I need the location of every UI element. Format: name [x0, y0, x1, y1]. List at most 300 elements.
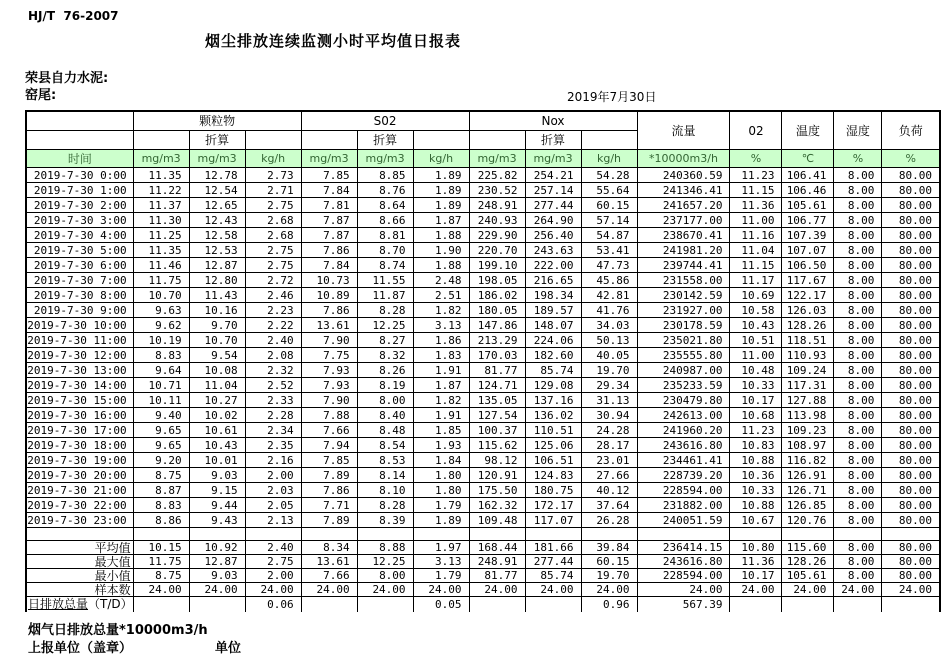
cell-value: 8.00: [834, 363, 882, 378]
cell-summary-value: 248.91: [469, 555, 525, 569]
header-o2: 02: [730, 111, 782, 150]
cell-daily-total-value: [834, 597, 882, 612]
cell-value: 8.83: [133, 348, 189, 363]
cell-value: 8.00: [834, 318, 882, 333]
table-row: [26, 408, 940, 423]
cell-value: 10.02: [189, 408, 245, 423]
summary-row: [26, 555, 940, 569]
table-row: [26, 498, 940, 513]
cell-value: 7.66: [301, 423, 357, 438]
cell-value: 1.84: [413, 453, 469, 468]
cell-value: 1.80: [413, 483, 469, 498]
unit-cell: ℃: [782, 150, 834, 168]
cell-value: 235555.80: [637, 348, 730, 363]
cell-value: 180.75: [525, 483, 581, 498]
cell-value: 11.43: [189, 288, 245, 303]
header-converted-nox: 折算: [525, 131, 581, 150]
cell-value: 8.00: [834, 198, 882, 213]
cell-empty: [26, 528, 133, 541]
cell-empty: [301, 528, 357, 541]
cell-value: 129.08: [525, 378, 581, 393]
cell-summary-value: 12.25: [357, 555, 413, 569]
unit-cell: %: [834, 150, 882, 168]
cell-value: 7.86: [301, 483, 357, 498]
cell-summary-value: 81.77: [469, 569, 525, 583]
cell-daily-total-value: 0.96: [581, 597, 637, 612]
cell-value: 235021.80: [637, 333, 730, 348]
cell-value: 7.88: [301, 408, 357, 423]
header-empty-cell: [26, 131, 133, 150]
cell-time: 2019-7-30 6:00: [26, 258, 133, 273]
cell-value: 8.00: [834, 483, 882, 498]
cell-value: 8.00: [834, 378, 882, 393]
cell-value: 10.19: [133, 333, 189, 348]
cell-value: 248.91: [469, 198, 525, 213]
cell-summary-value: 24.00: [189, 583, 245, 597]
cell-value: 2.00: [245, 468, 301, 483]
cell-value: 11.00: [730, 348, 782, 363]
unit-cell: %: [882, 150, 940, 168]
table-row: [26, 483, 940, 498]
table-row: [26, 468, 940, 483]
cell-value: 11.35: [133, 168, 189, 183]
header-group-row: [26, 111, 940, 131]
unit-cell: mg/m3: [133, 150, 189, 168]
cell-summary-value: 60.15: [581, 555, 637, 569]
cell-value: 147.86: [469, 318, 525, 333]
cell-value: 10.68: [730, 408, 782, 423]
unit-cell: mg/m3: [189, 150, 245, 168]
cell-value: 108.97: [782, 438, 834, 453]
cell-value: 7.75: [301, 348, 357, 363]
cell-time: 2019-7-30 16:00: [26, 408, 133, 423]
table-row: [26, 363, 940, 378]
cell-time: 2019-7-30 15:00: [26, 393, 133, 408]
cell-value: 113.98: [782, 408, 834, 423]
cell-summary-value: 8.00: [834, 555, 882, 569]
cell-value: 8.28: [357, 498, 413, 513]
cell-value: 2.03: [245, 483, 301, 498]
cell-value: 228739.20: [637, 468, 730, 483]
cell-value: 2.35: [245, 438, 301, 453]
cell-value: 127.54: [469, 408, 525, 423]
cell-value: 80.00: [882, 363, 940, 378]
cell-value: 8.00: [834, 393, 882, 408]
cell-summary-value: 24.00: [882, 583, 940, 597]
cell-value: 126.71: [782, 483, 834, 498]
cell-value: 240987.00: [637, 363, 730, 378]
unit-label: 单位: [215, 641, 242, 656]
cell-empty: [413, 528, 469, 541]
cell-value: 254.21: [525, 168, 581, 183]
cell-value: 80.00: [882, 453, 940, 468]
cell-value: 240051.59: [637, 513, 730, 528]
cell-daily-total-value: [882, 597, 940, 612]
table-body: [26, 168, 940, 612]
cell-empty: [834, 528, 882, 541]
cell-value: 241960.20: [637, 423, 730, 438]
cell-value: 8.00: [834, 423, 882, 438]
cell-time: 2019-7-30 12:00: [26, 348, 133, 363]
cell-value: 7.81: [301, 198, 357, 213]
cell-summary-value: 24.00: [637, 583, 730, 597]
cell-summary-value: 24.00: [834, 583, 882, 597]
summary-row: [26, 541, 940, 555]
cell-value: 2.40: [245, 333, 301, 348]
cell-value: 10.67: [730, 513, 782, 528]
table-row: [26, 423, 940, 438]
cell-value: 81.77: [469, 363, 525, 378]
cell-value: 42.81: [581, 288, 637, 303]
cell-summary-value: 24.00: [525, 583, 581, 597]
header-load: 负荷: [882, 111, 940, 150]
table-row: [26, 303, 940, 318]
cell-value: 238670.41: [637, 228, 730, 243]
cell-value: 10.88: [730, 453, 782, 468]
cell-value: 116.82: [782, 453, 834, 468]
cell-value: 10.70: [133, 288, 189, 303]
cell-summary-value: 168.44: [469, 541, 525, 555]
cell-value: 224.06: [525, 333, 581, 348]
cell-summary-value: 19.70: [581, 569, 637, 583]
cell-value: 182.60: [525, 348, 581, 363]
table-row: [26, 288, 940, 303]
table-row: [26, 183, 940, 198]
cell-value: 8.26: [357, 363, 413, 378]
cell-value: 230479.80: [637, 393, 730, 408]
cell-value: 109.48: [469, 513, 525, 528]
cell-value: 124.71: [469, 378, 525, 393]
cell-value: 11.23: [730, 168, 782, 183]
cell-value: 80.00: [882, 243, 940, 258]
cell-value: 243616.80: [637, 438, 730, 453]
cell-value: 241657.20: [637, 198, 730, 213]
cell-value: 198.05: [469, 273, 525, 288]
cell-value: 11.46: [133, 258, 189, 273]
cell-value: 80.00: [882, 348, 940, 363]
cell-daily-total-value: [357, 597, 413, 612]
cell-value: 128.26: [782, 318, 834, 333]
cell-value: 11.04: [189, 378, 245, 393]
cell-daily-total-value: [133, 597, 189, 612]
spacer-row: [26, 528, 940, 541]
cell-time: 2019-7-30 4:00: [26, 228, 133, 243]
cell-value: 256.40: [525, 228, 581, 243]
cell-empty: [189, 528, 245, 541]
cell-value: 2.75: [245, 258, 301, 273]
cell-value: 175.50: [469, 483, 525, 498]
cell-value: 2.16: [245, 453, 301, 468]
cell-value: 8.48: [357, 423, 413, 438]
cell-value: 80.00: [882, 513, 940, 528]
cell-summary-value: 1.97: [413, 541, 469, 555]
cell-value: 8.40: [357, 408, 413, 423]
cell-summary-value: 80.00: [882, 541, 940, 555]
cell-value: 12.58: [189, 228, 245, 243]
cell-empty: [637, 528, 730, 541]
unit-cell: kg/h: [413, 150, 469, 168]
cell-value: 10.33: [730, 483, 782, 498]
cell-value: 110.93: [782, 348, 834, 363]
unit-cell: mg/m3: [525, 150, 581, 168]
cell-value: 10.43: [189, 438, 245, 453]
cell-value: 2.33: [245, 393, 301, 408]
cell-value: 1.91: [413, 363, 469, 378]
cell-value: 228594.00: [637, 483, 730, 498]
cell-value: 55.64: [581, 183, 637, 198]
table-row: [26, 453, 940, 468]
cell-value: 8.87: [133, 483, 189, 498]
cell-time: 2019-7-30 19:00: [26, 453, 133, 468]
header-group-nox: Nox: [469, 111, 637, 131]
cell-value: 8.00: [834, 243, 882, 258]
cell-value: 8.28: [357, 303, 413, 318]
cell-value: 10.73: [301, 273, 357, 288]
cell-value: 2.68: [245, 228, 301, 243]
cell-value: 189.57: [525, 303, 581, 318]
cell-value: 10.01: [189, 453, 245, 468]
cell-value: 54.28: [581, 168, 637, 183]
cell-value: 8.83: [133, 498, 189, 513]
cell-value: 80.00: [882, 423, 940, 438]
cell-summary-value: 8.34: [301, 541, 357, 555]
cell-value: 125.06: [525, 438, 581, 453]
cell-value: 53.41: [581, 243, 637, 258]
table-row: [26, 393, 940, 408]
cell-daily-total-value: 0.05: [413, 597, 469, 612]
cell-value: 107.39: [782, 228, 834, 243]
cell-value: 8.00: [834, 333, 882, 348]
cell-value: 109.23: [782, 423, 834, 438]
cell-value: 12.54: [189, 183, 245, 198]
cell-value: 2.08: [245, 348, 301, 363]
cell-value: 137.16: [525, 393, 581, 408]
cell-value: 30.94: [581, 408, 637, 423]
cell-value: 100.37: [469, 423, 525, 438]
cell-value: 9.63: [133, 303, 189, 318]
header-empty-cell: [301, 131, 357, 150]
cell-value: 9.40: [133, 408, 189, 423]
cell-value: 126.03: [782, 303, 834, 318]
cell-value: 2.32: [245, 363, 301, 378]
table-row: [26, 378, 940, 393]
cell-summary-value: 2.40: [245, 541, 301, 555]
cell-value: 8.70: [357, 243, 413, 258]
cell-summary-value: 80.00: [882, 569, 940, 583]
cell-value: 8.76: [357, 183, 413, 198]
cell-value: 9.65: [133, 423, 189, 438]
table-row: [26, 513, 940, 528]
cell-summary-value: 39.84: [581, 541, 637, 555]
cell-value: 118.51: [782, 333, 834, 348]
cell-value: 9.43: [189, 513, 245, 528]
cell-value: 8.00: [834, 498, 882, 513]
cell-empty: [782, 528, 834, 541]
table-row: [26, 333, 940, 348]
cell-value: 80.00: [882, 498, 940, 513]
cell-value: 10.70: [189, 333, 245, 348]
cell-value: 80.00: [882, 408, 940, 423]
cell-value: 231882.00: [637, 498, 730, 513]
cell-value: 80.00: [882, 483, 940, 498]
header-empty-cell: [413, 131, 469, 150]
cell-value: 80.00: [882, 378, 940, 393]
cell-summary-value: 10.80: [730, 541, 782, 555]
cell-value: 2.46: [245, 288, 301, 303]
cell-value: 180.05: [469, 303, 525, 318]
cell-value: 80.00: [882, 198, 940, 213]
header-time: 时间: [26, 150, 133, 168]
unit-cell: kg/h: [245, 150, 301, 168]
cell-summary-value: 85.74: [525, 569, 581, 583]
cell-value: 11.15: [730, 183, 782, 198]
cell-summary-value: 2.75: [245, 555, 301, 569]
cell-value: 7.90: [301, 393, 357, 408]
cell-value: 222.00: [525, 258, 581, 273]
header-converted-so2: 折算: [357, 131, 413, 150]
cell-value: 241346.41: [637, 183, 730, 198]
cell-value: 60.15: [581, 198, 637, 213]
cell-value: 8.10: [357, 483, 413, 498]
cell-summary-value: 24.00: [133, 583, 189, 597]
cell-value: 29.34: [581, 378, 637, 393]
cell-value: 10.83: [730, 438, 782, 453]
header-units-row: [26, 150, 940, 168]
cell-value: 199.10: [469, 258, 525, 273]
cell-value: 243.63: [525, 243, 581, 258]
cell-empty: [581, 528, 637, 541]
cell-value: 80.00: [882, 393, 940, 408]
cell-value: 12.78: [189, 168, 245, 183]
cell-value: 2.34: [245, 423, 301, 438]
cell-summary-value: 1.79: [413, 569, 469, 583]
cell-value: 8.00: [834, 228, 882, 243]
cell-value: 10.08: [189, 363, 245, 378]
cell-value: 1.89: [413, 183, 469, 198]
cell-value: 98.12: [469, 453, 525, 468]
cell-summary-value: 24.00: [730, 583, 782, 597]
header-flow: 流量: [637, 111, 730, 150]
cell-value: 9.62: [133, 318, 189, 333]
cell-value: 1.87: [413, 378, 469, 393]
cell-summary-value: 11.36: [730, 555, 782, 569]
cell-value: 9.15: [189, 483, 245, 498]
cell-value: 7.86: [301, 303, 357, 318]
cell-value: 106.51: [525, 453, 581, 468]
cell-empty: [469, 528, 525, 541]
summary-row: [26, 583, 940, 597]
cell-value: 115.62: [469, 438, 525, 453]
cell-value: 277.44: [525, 198, 581, 213]
cell-value: 11.87: [357, 288, 413, 303]
cell-summary-value: 24.00: [245, 583, 301, 597]
cell-value: 80.00: [882, 438, 940, 453]
cell-value: 80.00: [882, 213, 940, 228]
cell-value: 13.61: [301, 318, 357, 333]
cell-value: 1.90: [413, 243, 469, 258]
cell-value: 8.32: [357, 348, 413, 363]
cell-summary-value: 128.26: [782, 555, 834, 569]
cell-daily-total-value: [189, 597, 245, 612]
cell-value: 9.54: [189, 348, 245, 363]
cell-daily-total-value: 567.39: [637, 597, 730, 612]
cell-value: 12.43: [189, 213, 245, 228]
cell-time: 2019-7-30 13:00: [26, 363, 133, 378]
cell-value: 2.22: [245, 318, 301, 333]
cell-time: 2019-7-30 22:00: [26, 498, 133, 513]
cell-value: 1.91: [413, 408, 469, 423]
cell-value: 186.02: [469, 288, 525, 303]
cell-value: 10.36: [730, 468, 782, 483]
cell-value: 1.88: [413, 258, 469, 273]
cell-value: 10.61: [189, 423, 245, 438]
cell-value: 106.41: [782, 168, 834, 183]
cell-value: 80.00: [882, 468, 940, 483]
cell-value: 8.00: [834, 453, 882, 468]
cell-value: 1.93: [413, 438, 469, 453]
cell-value: 11.16: [730, 228, 782, 243]
cell-value: 1.89: [413, 513, 469, 528]
cell-value: 8.00: [834, 183, 882, 198]
cell-value: 2.68: [245, 213, 301, 228]
cell-value: 117.31: [782, 378, 834, 393]
cell-value: 106.50: [782, 258, 834, 273]
flow-total-note: 烟气日排放总量*10000m3/h: [28, 623, 208, 638]
cell-summary-value: 10.92: [189, 541, 245, 555]
cell-value: 1.82: [413, 393, 469, 408]
cell-value: 12.80: [189, 273, 245, 288]
cell-value: 11.75: [133, 273, 189, 288]
cell-time: 2019-7-30 21:00: [26, 483, 133, 498]
cell-daily-total-label: [26, 597, 133, 612]
header-empty-cell: [133, 131, 189, 150]
cell-summary-label: 最小值: [26, 569, 133, 583]
header-humidity: 湿度: [834, 111, 882, 150]
cell-value: 7.93: [301, 363, 357, 378]
cell-value: 1.83: [413, 348, 469, 363]
cell-value: 172.17: [525, 498, 581, 513]
cell-daily-total-value: [469, 597, 525, 612]
cell-summary-value: 11.75: [133, 555, 189, 569]
cell-summary-value: 2.00: [245, 569, 301, 583]
cell-value: 230178.59: [637, 318, 730, 333]
cell-value: 117.67: [782, 273, 834, 288]
cell-value: 2.05: [245, 498, 301, 513]
cell-value: 10.69: [730, 288, 782, 303]
cell-value: 120.91: [469, 468, 525, 483]
header-temperature: 温度: [782, 111, 834, 150]
header-empty-cell: [245, 131, 301, 150]
cell-value: 7.84: [301, 183, 357, 198]
cell-summary-label: 样本数: [26, 583, 133, 597]
cell-value: 8.27: [357, 333, 413, 348]
cell-value: 9.65: [133, 438, 189, 453]
cell-value: 124.83: [525, 468, 581, 483]
cell-summary-value: 24.00: [469, 583, 525, 597]
cell-value: 2.52: [245, 378, 301, 393]
unit-cell: mg/m3: [469, 150, 525, 168]
cell-value: 135.05: [469, 393, 525, 408]
cell-value: 80.00: [882, 303, 940, 318]
cell-time: 2019-7-30 2:00: [26, 198, 133, 213]
cell-value: 7.89: [301, 468, 357, 483]
cell-summary-value: 277.44: [525, 555, 581, 569]
cell-value: 7.94: [301, 438, 357, 453]
cell-value: 3.13: [413, 318, 469, 333]
cell-value: 80.00: [882, 288, 940, 303]
cell-summary-value: 13.61: [301, 555, 357, 569]
cell-value: 11.35: [133, 243, 189, 258]
